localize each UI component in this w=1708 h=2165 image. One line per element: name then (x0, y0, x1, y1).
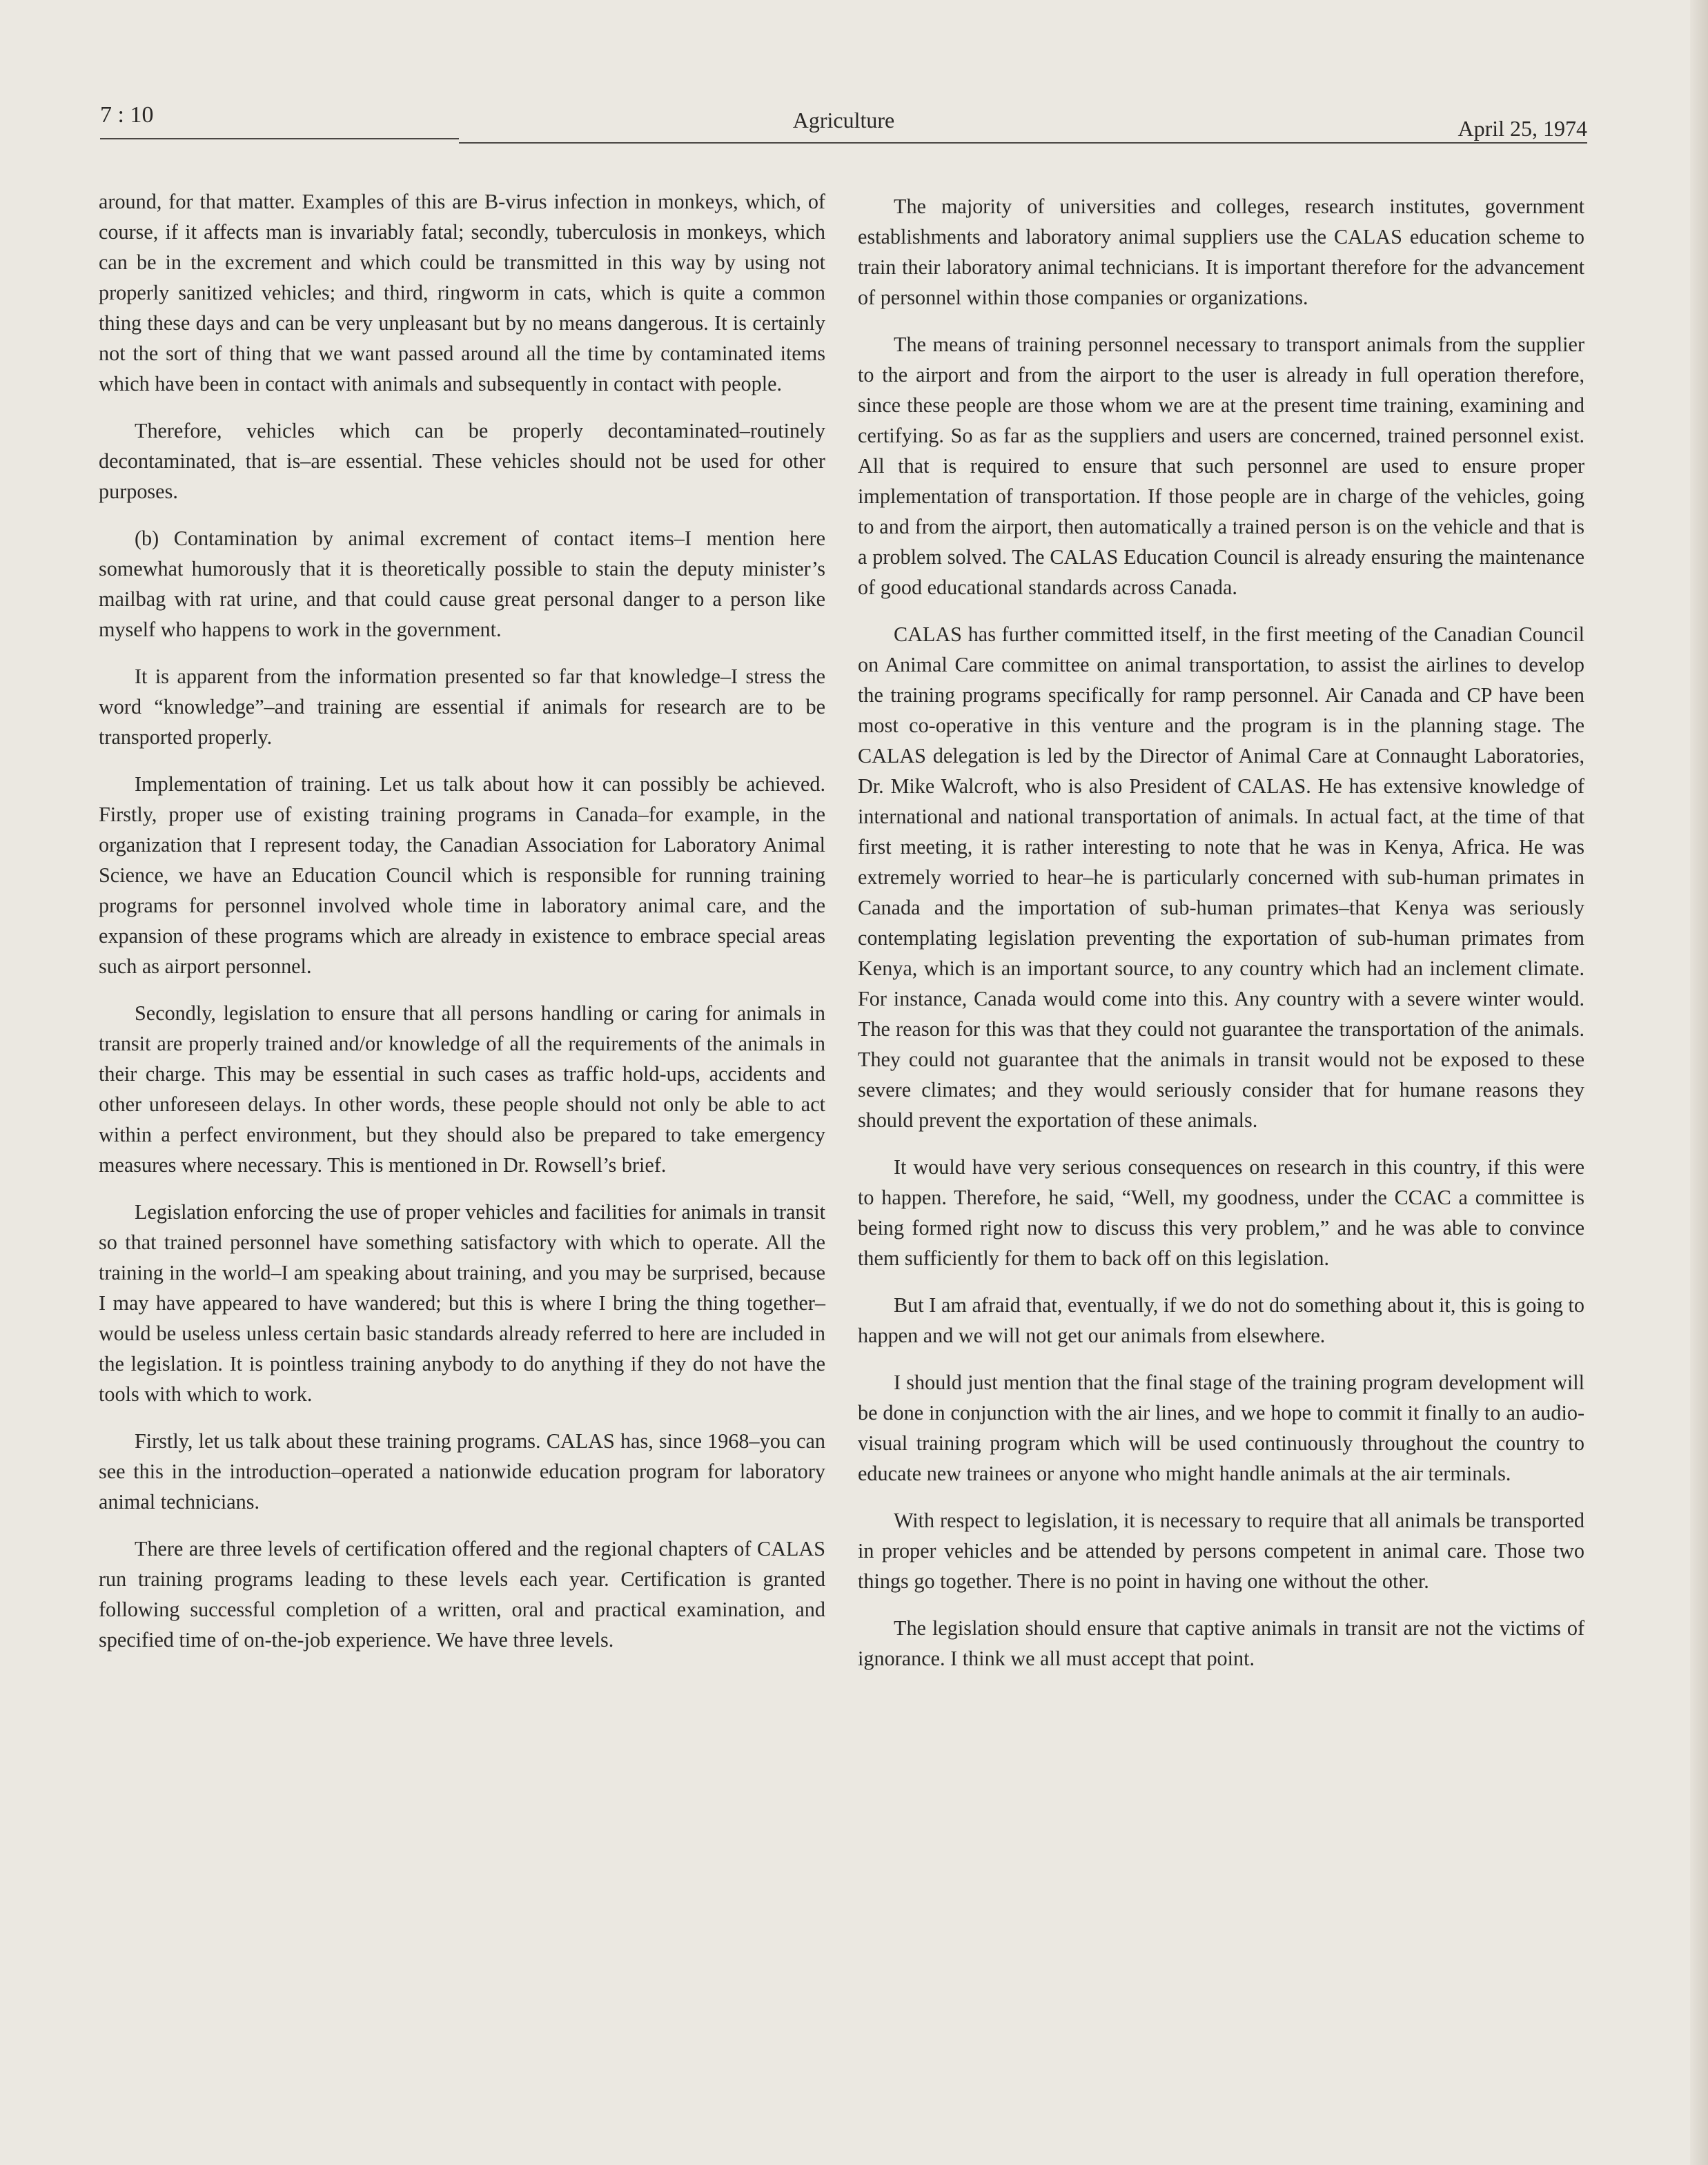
paragraph: Therefore, vehicles which can be properly decontaminated–routinely decontaminated, that is–are essential. These vehicles should not be used for other purposes. (99, 419, 825, 503)
right-column (858, 191, 1584, 1690)
paragraph: Secondly, legislation to ensure that all persons handling or caring for animals in transit are properly trained and/or knowledge of all the requirements of the animals in their charge. This may be essential in such cases as traffic hold-ups, accidents and other unforeseen delays. In other words, these people should not only be able to act within a perfect environment, but they should also be prepared to take emergency measures where necessary. This is mentioned in Dr. Rowsell’s brief. (99, 1001, 825, 1177)
paragraph: The majority of universities and colleges, research institutes, government establishments and laboratory animal suppliers use the CALAS education scheme to train their laboratory animal technicians. It is important therefore for the advancement of personnel within those companies or organizations. (858, 195, 1584, 309)
paragraph: Legislation enforcing the use of proper vehicles and facilities for animals in transit so that trained personnel have something satisfactory with which to operate. All the training in the world–I am speaking about training, and you may be surprised, because I may have appeared to have wandered; but this is where I bring the thing together–would be useless unless certain basic standards already referred to here are included in the legislation. It is pointless training anybody to do anything if they do not have the tools with which to work. (99, 1200, 825, 1406)
page-header (100, 102, 1587, 144)
paragraph: Implementation of training. Let us talk about how it can possibly be achieved. Firstly, proper use of existing training programs in Canada–for example, in the organization that I represent today, the Canadian Association for Laboratory Animal Science, we have an Education Council which is responsible for running training programs for personnel involved whole time in laboratory animal care, and the expansion of these programs which are already in existence to embrace special areas such as airport personnel. (99, 772, 825, 978)
paragraph: The legislation should ensure that captive animals in transit are not the victims of ignorance. I think we all must accept that point. (858, 1616, 1584, 1670)
paragraph: It is apparent from the information presented so far that knowledge–I stress the word “knowledge”–and training are essential if animals for research are to be transported properly. (99, 665, 825, 749)
header-rule-left (100, 138, 459, 139)
paragraph: CALAS has further committed itself, in the first meeting of the Canadian Council on Animal Care committee on animal transportation, to assist the airlines to develop the training programs specifically for ramp personnel. Air Canada and CP have been most co-operative in this venture and the program is in the planning stage. The CALAS delegation is led by the Director of Animal Care at Connaught Laboratories, Dr. Mike Walcroft, who is also President of CALAS. He has extensive knowledge of international and national transportation of animals. In actual fact, at the time of that first meeting, it is rather interesting to note that he was in Kenya, Africa. He was extremely worried to hear–he is particularly concerned with sub-human primates in Canada and the importation of sub-human primates–that Kenya was seriously contemplating legislation preventing the exportation of sub-human primates from Kenya, which is an important source, to any country which had an inclement climate. For instance, Canada would come into this. Any country with a severe winter would. The reason for this was that they could not guarantee the transportation of the animals. They could not guarantee that the animals in transit would not be exposed to these severe climates; and they would seriously consider that for humane reasons they should prevent the exportation of these animals. (858, 623, 1584, 1132)
header-rule-right (459, 142, 1587, 144)
paragraph: around, for that matter. Examples of this are B-virus infection in monkeys, which, of course, if it affects man is invariably fatal; secondly, tuberculosis in monkeys, which can be in the excrement and which could be transmitted in this way by using not properly sanitized vehicles; and third, ringworm in cats, which is quite a common thing these days and can be very unpleasant but by no means dangerous. It is certainly not the sort of thing that we want passed around all the time by contaminated items which have been in contact with animals and subsequently in contact with people. (99, 190, 825, 395)
paragraph: Firstly, let us talk about these training programs. CALAS has, since 1968–you can see this in the introduction–operated a nationwide education program for laboratory animal technicians. (99, 1429, 825, 1513)
paragraph: It would have very serious consequences on research in this country, if this were to happen. Therefore, he said, “Well, my goodness, under the CCAC a committee is being formed right now to discuss this very problem,” and he was able to convince them sufficiently for them to back off on this legislation. (858, 1155, 1584, 1270)
paragraph: But I am afraid that, eventually, if we do not do something about it, this is going to happen and we will not get our animals from elsewhere. (858, 1293, 1584, 1347)
page-binding-edge (1690, 0, 1708, 2165)
section-title: Agriculture (792, 108, 895, 133)
left-column (99, 186, 825, 1672)
page-number: 7 : 10 (100, 102, 154, 128)
paragraph: I should just mention that the final stage of the training program development will be done in conjunction with the air lines, and we hope to commit it finally to an audio-visual training program which will be used continuously throughout the country to educate new trainees or anyone who might handle animals at the air terminals. (858, 1371, 1584, 1485)
page-date: April 25, 1974 (1457, 116, 1587, 141)
paragraph: With respect to legislation, it is necessary to require that all animals be transported in proper vehicles and be attended by persons competent in animal care. Those two things go together. There is no point in having one without the other. (858, 1509, 1584, 1593)
paragraph: The means of training personnel necessary to transport animals from the supplier to the airport and from the airport to the user is already in full operation therefore, since these people are those whom we are at the present time training, examining and certifying. So as far as the suppliers and users are concerned, trained personnel exist. All that is required to ensure that such personnel are used to ensure proper implementation of transportation. If those people are in charge of the vehicles, going to and from the airport, then automatically a trained person is on the vehicle and that is a problem solved. The CALAS Education Council is already ensuring the maintenance of good educational standards across Canada. (858, 333, 1584, 599)
paragraph: There are three levels of certification offered and the regional chapters of CALAS run training programs leading to these levels each year. Certification is granted following successful completion of a written, oral and practical examination, and specified time of on-the-job experience. We have three levels. (99, 1537, 825, 1652)
paragraph: (b) Contamination by animal excrement of contact items–I mention here somewhat humorously that it is theoretically possible to stain the deputy minister’s mailbag with rat urine, and that could cause great personal danger to a person like myself who happens to work in the government. (99, 527, 825, 641)
